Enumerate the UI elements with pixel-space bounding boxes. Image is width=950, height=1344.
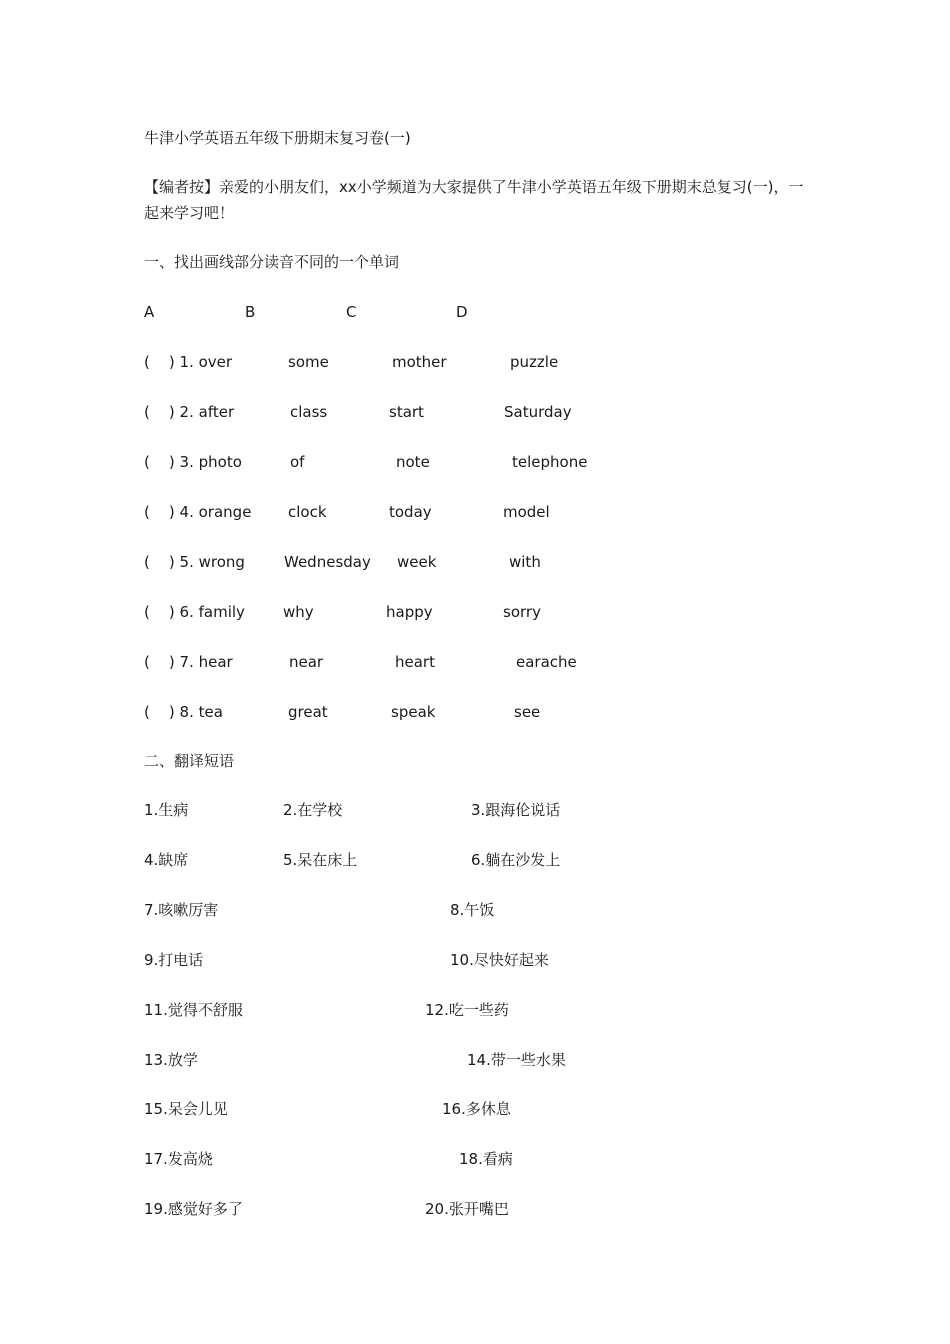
question-4-option-b: clock <box>288 503 327 521</box>
phrase-2: 2.在学校 <box>283 801 343 819</box>
question-1: ( ) 1. over <box>144 353 233 371</box>
phrase-8: 8.午饭 <box>450 901 495 919</box>
phrase-13: 13.放学 <box>144 1051 198 1069</box>
question-6-option-c: happy <box>386 603 433 621</box>
phrase-19: 19.感觉好多了 <box>144 1200 243 1218</box>
phrase-17: 17.发高烧 <box>144 1150 213 1168</box>
phrase-12: 12.吃一些药 <box>425 1001 509 1019</box>
question-6-option-b: why <box>283 603 314 621</box>
option-label-a: A <box>144 303 155 321</box>
question-7-option-c: heart <box>395 653 435 671</box>
option-label-b: B <box>245 303 256 321</box>
phrase-6: 6.躺在沙发上 <box>471 851 561 869</box>
question-2-option-d: Saturday <box>504 403 572 421</box>
question-8-option-b: great <box>288 703 328 721</box>
question-3-option-b: of <box>290 453 305 471</box>
question-3-option-c: note <box>396 453 430 471</box>
phrase-10: 10.尽快好起来 <box>450 951 549 969</box>
option-label-c: C <box>346 303 357 321</box>
phrase-20: 20.张开嘴巴 <box>425 1200 509 1218</box>
phrase-5: 5.呆在床上 <box>283 851 358 869</box>
question-4-option-d: model <box>503 503 550 521</box>
question-4-option-c: today <box>389 503 432 521</box>
question-5-option-b: Wednesday <box>284 553 371 571</box>
editor-note: 【编者按】亲爱的小朋友们，xx小学频道为大家提供了牛津小学英语五年级下册期末总复习(一)，一起来学习吧！ <box>144 178 804 222</box>
question-6-option-d: sorry <box>503 603 541 621</box>
phrase-7: 7.咳嗽厉害 <box>144 901 219 919</box>
question-7-option-b: near <box>289 653 324 671</box>
option-label-d: D <box>456 303 468 321</box>
phrase-4: 4.缺席 <box>144 851 189 869</box>
phrase-1: 1.生病 <box>144 801 189 819</box>
question-3: ( ) 3. photo <box>144 453 242 471</box>
phrase-14: 14.带一些水果 <box>467 1051 566 1069</box>
question-4: ( ) 4. orange <box>144 503 252 521</box>
phrase-11: 11.觉得不舒服 <box>144 1001 243 1019</box>
question-6: ( ) 6. family <box>144 603 245 621</box>
question-8-option-d: see <box>514 703 541 721</box>
question-1-option-c: mother <box>392 353 447 371</box>
question-8: ( ) 8. tea <box>144 703 223 721</box>
question-1-option-b: some <box>288 353 329 371</box>
question-3-option-d: telephone <box>512 453 588 471</box>
question-8-option-c: speak <box>391 703 436 721</box>
phrase-15: 15.呆会儿见 <box>144 1100 228 1118</box>
question-5-option-c: week <box>397 553 437 571</box>
phrase-16: 16.多休息 <box>442 1100 511 1118</box>
section1-heading: 一、找出画线部分读音不同的一个单词 <box>144 253 400 271</box>
question-5-option-d: with <box>509 553 541 571</box>
question-7: ( ) 7. hear <box>144 653 233 671</box>
section2-heading: 二、翻译短语 <box>144 752 235 770</box>
question-2-option-c: start <box>389 403 424 421</box>
phrase-18: 18.看病 <box>459 1150 513 1168</box>
question-7-option-d: earache <box>516 653 577 671</box>
question-2-option-b: class <box>290 403 328 421</box>
phrase-3: 3.跟海伦说话 <box>471 801 561 819</box>
document-title: 牛津小学英语五年级下册期末复习卷(一) <box>144 129 411 147</box>
phrase-9: 9.打电话 <box>144 951 204 969</box>
question-1-option-d: puzzle <box>510 353 559 371</box>
question-5: ( ) 5. wrong <box>144 553 245 571</box>
question-2: ( ) 2. after <box>144 403 235 421</box>
